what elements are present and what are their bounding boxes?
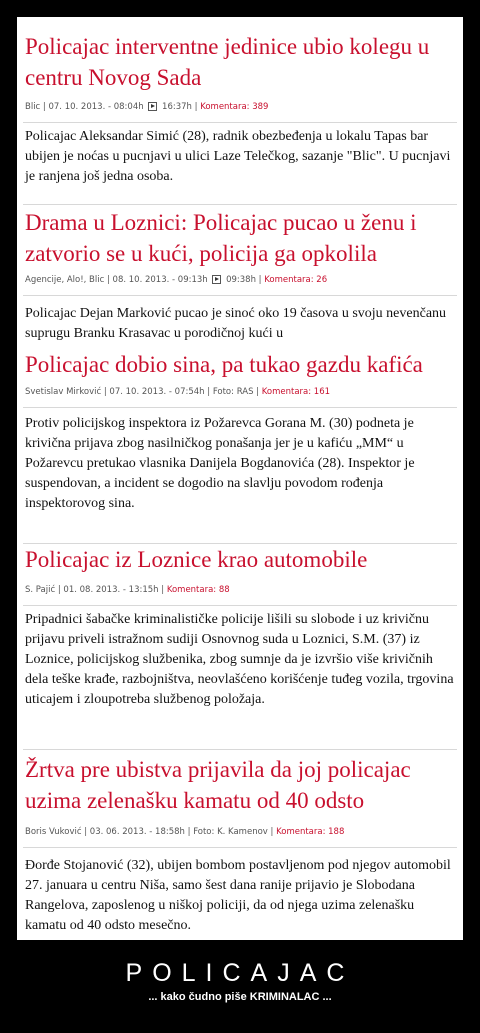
play-icon[interactable] <box>148 102 157 111</box>
article-title[interactable]: Policajac interventne jedinice ubio kolegu u centru Novog Sada <box>25 34 430 90</box>
article-title[interactable]: Policajac iz Loznice krao automobile <box>25 547 368 572</box>
comments-link[interactable]: Komentara: 88 <box>166 585 230 595</box>
comments-link[interactable]: Komentara: 161 <box>261 387 331 397</box>
meta-updated: 16:37h | <box>162 102 198 112</box>
divider <box>23 605 457 606</box>
meta-source-date: Blic | 07. 10. 2013. - 08:04h <box>25 102 144 112</box>
article-4 <box>17 544 463 749</box>
meta-source-date: Boris Vuković | 03. 06. 2013. - 18:58h | Foto: K. Kamenov | <box>25 827 274 837</box>
meta-source-date: S. Pajić | 01. 08. 2013. - 13:15h | <box>25 585 165 595</box>
article-title[interactable]: Žrtva pre ubistva prijavila da joj policajac uzima zelenašku kamatu od 40 odsto <box>25 757 411 813</box>
article-meta <box>17 100 463 114</box>
article-meta <box>17 583 463 597</box>
divider <box>23 407 457 408</box>
article-title[interactable]: Policajac dobio sina, pa tukao gazdu kafića <box>25 352 423 377</box>
article-body: Pripadnici šabačke kriminalističke policije lišili su slobode i uz krivičnu prijavu priveli istražnom sudiji Osnovnog suda u Loznici, S.M. (37) iz Loznice, policijskog službenika, zbog sumnje da je izvršio više krivičnih dela teške krađe, razbojništva, neovlašćeno korišćenje tuđeg vozila, trgovina uticajem i zloupotreba službenog položaja. <box>25 612 454 707</box>
article-3 <box>17 349 463 543</box>
comments-link[interactable]: Komentara: 188 <box>276 827 345 837</box>
play-icon[interactable] <box>212 275 221 284</box>
divider <box>23 847 457 848</box>
article-2 <box>17 205 463 349</box>
news-collage <box>17 17 463 940</box>
article-meta <box>17 273 463 287</box>
article-body: Policajac Dejan Marković pucao je sinoć oko 19 časova u svoju nevenčanu suprugu Branku Krasavac u porodičnoj kući u <box>25 306 447 341</box>
divider <box>23 122 457 123</box>
article-body: Policajac Aleksandar Simić (28), radnik obezbeđenja u lokalu Tapas bar ubijen je noćas u pucnjavi u ulici Laze Telečkog, sazanje "Blic". U pucnjavi je ranjena još jedna osoba. <box>25 129 451 184</box>
comments-link[interactable]: Komentara: 389 <box>200 102 269 112</box>
article-title[interactable]: Drama u Loznici: Policajac pucao u ženu i zatvorio se u kući, policija ga opkolila <box>25 210 417 266</box>
article-5 <box>17 750 463 938</box>
article-body: Protiv policijskog inspektora iz Požarevca Gorana M. (30) podneta je krivična prijava zbog nasilničkog ponašanja jer je u kafiću „MM“ u Požarevcu pretukao vlasnika Danijela Bogdanovića (28). Inspektor je suspendovan, a incident se dogodio na slavlju povodom rođenja inspektorovog sina. <box>25 416 415 511</box>
poster-caption <box>0 958 480 1003</box>
poster-subtitle: ... kako čudno piše KRIMINALAC ... <box>148 991 332 1003</box>
meta-source-date: Agencije, Alo!, Blic | 08. 10. 2013. - 09:13h <box>25 275 208 285</box>
poster-title: POLICAJAC <box>125 959 355 987</box>
article-1 <box>17 17 463 204</box>
article-meta <box>17 825 463 839</box>
article-body: Đorđe Stojanović (32), ubijen bombom postavljenom pod njegov automobil 27. januara u centru Niša, samo šest dana ranije prijavio je Slobodana Rangelova, zaposlenog u niškoj policiji, da od njega uzima zelenašku kamatu od 40 odsto mesečno. <box>25 858 451 933</box>
comments-link[interactable]: Komentara: 26 <box>264 275 328 285</box>
meta-source-date: Svetislav Mirković | 07. 10. 2013. - 07:54h | Foto: RAS | <box>25 387 260 397</box>
article-meta <box>17 385 463 399</box>
divider <box>23 295 457 296</box>
meta-updated: 09:38h | <box>226 275 262 285</box>
